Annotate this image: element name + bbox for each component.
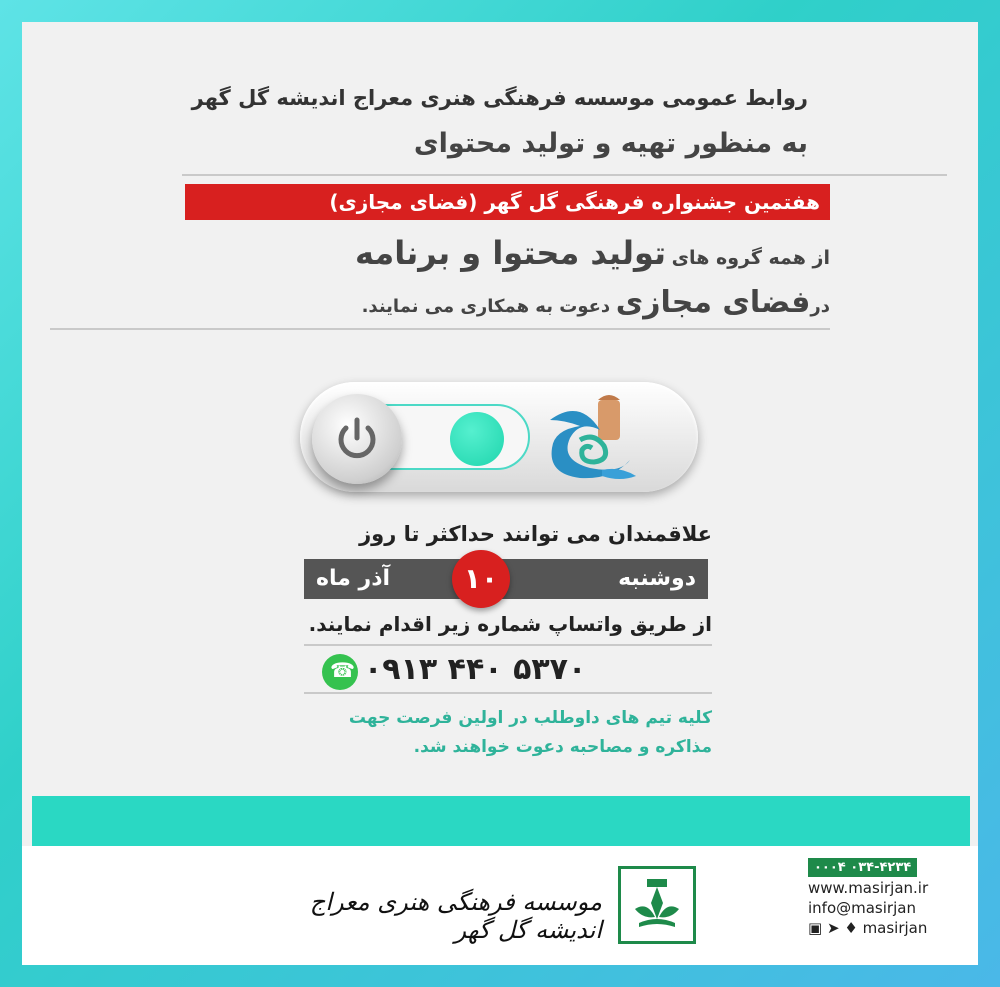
purpose-heading: به منظور تهیه و تولید محتوای — [413, 128, 808, 159]
deadline-month: آذر ماه — [316, 566, 391, 591]
festival-logo-icon — [540, 390, 650, 486]
toggle-indicator — [450, 412, 504, 466]
cooperation-suffix: دعوت به همکاری می نمایند. — [361, 296, 611, 317]
teams-note-line1: کلیه تیم های داوطلب در اولین فرصت جهت — [348, 708, 712, 728]
power-knob — [312, 394, 402, 484]
cooperation-highlight: فضای مجازی — [615, 285, 811, 320]
emblem-icon — [633, 879, 681, 931]
divider — [50, 328, 830, 330]
divider — [304, 644, 712, 646]
teams-note-line2: مذاکره و مصاحبه دعوت خواهند شد. — [413, 737, 712, 757]
website-link[interactable]: www.masirjan.ir — [808, 879, 929, 897]
email-link[interactable]: info@masirjan — [808, 899, 916, 917]
social-handle[interactable]: masirjan — [862, 919, 928, 937]
deadline-intro: علاقمندان می توانند حداکثر تا روز — [359, 522, 712, 546]
teal-band — [32, 796, 970, 846]
power-icon — [312, 394, 402, 484]
power-toggle-graphic — [300, 382, 698, 492]
invite-line — [130, 234, 830, 272]
contact-phone: ۰۳۴-۴۲۳۴ ۰۰۰۴ — [808, 858, 917, 877]
festival-banner: هفتمین جشنواره فرهنگی گل گهر (فضای مجازی) — [185, 184, 830, 220]
cooperation-prefix: در — [810, 296, 830, 317]
org-emblem — [618, 866, 696, 944]
deadline-day-number: ۱۰ — [452, 550, 510, 608]
cooperation-line — [130, 285, 830, 320]
whatsapp-instruction: از طریق واتساپ شماره زیر اقدام نمایند. — [308, 612, 712, 636]
org-signature: موسسه فرهنگی هنری معراج اندیشه گل گهر — [309, 888, 602, 944]
deadline-bar — [304, 559, 708, 599]
contact-block — [808, 856, 968, 937]
whatsapp-icon — [322, 654, 358, 690]
divider — [182, 174, 947, 176]
org-heading: روابط عمومی موسسه فرهنگی هنری معراج اندیشه گل گهر — [191, 86, 808, 110]
footer — [22, 846, 978, 965]
invite-prefix: از همه گروه های — [671, 247, 830, 269]
deadline-weekday: دوشنبه — [618, 566, 696, 591]
poster-card — [22, 22, 978, 965]
twitter-icon[interactable]: ♦ — [844, 919, 858, 937]
telegram-icon[interactable]: ➤ — [826, 919, 840, 937]
whatsapp-number: ۰۹۱۳ ۴۴۰ ۵۳۷۰ — [364, 652, 587, 687]
instagram-icon[interactable]: ▣ — [808, 919, 823, 937]
divider — [304, 692, 712, 694]
invite-highlight: تولید محتوا و برنامه — [354, 234, 667, 272]
social-row — [808, 919, 968, 937]
